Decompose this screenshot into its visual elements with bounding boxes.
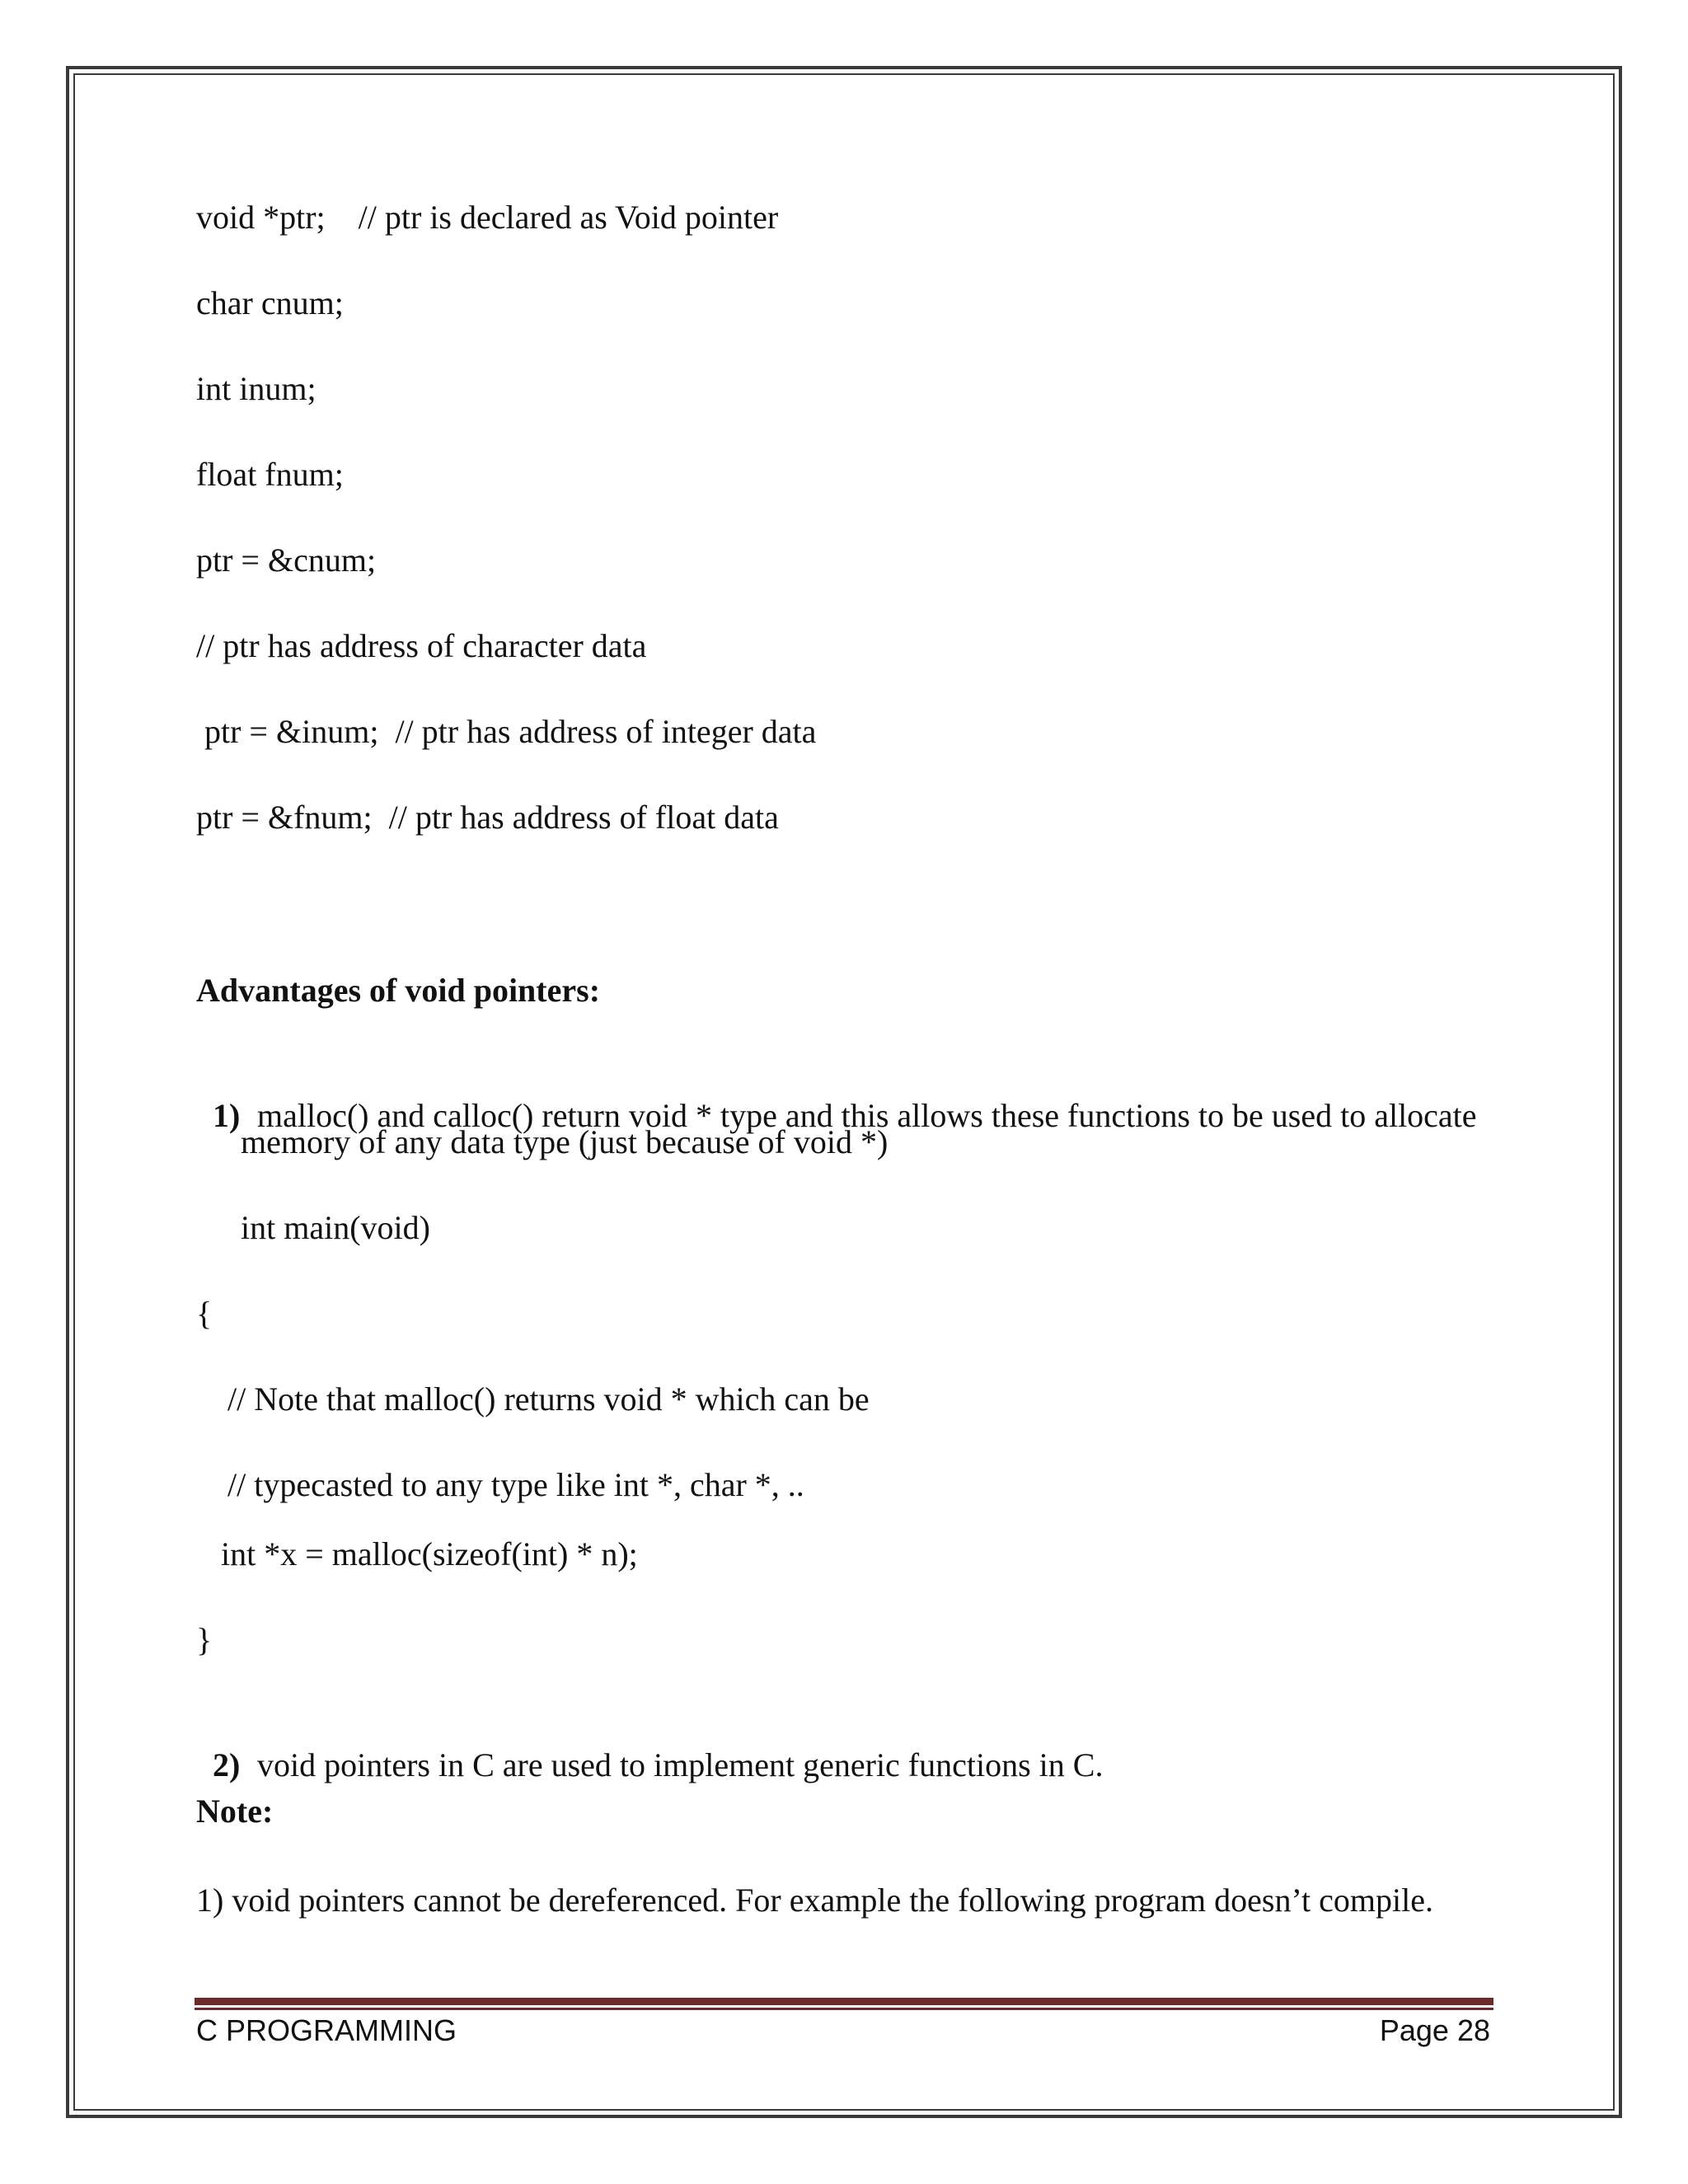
section-heading: Advantages of void pointers: [196,972,601,1009]
code-comment-character: // ptr has address of character data [196,627,647,664]
footer-rule-thick [195,1998,1493,2005]
code-line-void-ptr: void *ptr; // ptr is declared as Void pointer [196,199,779,236]
code-line-ptr-cnum: ptr = &cnum; [196,541,377,579]
footer-rule-thin [195,2008,1493,2010]
footer-page-number: Page 28 [1379,2013,1490,2047]
list-item-1-number: 1) [213,1097,241,1134]
code-close-brace: } [196,1621,213,1658]
note-item-1: 1) void pointers cannot be dereferenced. For example the following program doesn’t compile. [196,1882,1434,1919]
code-line-ptr-fnum: ptr = &fnum; // ptr has address of float data [196,799,779,836]
note-heading: Note: [196,1793,274,1830]
code-statement-malloc: int *x = malloc(sizeof(int) * n); [221,1535,638,1572]
code-comment-typecast: // typecasted to any type like int *, char *, .. [227,1466,804,1503]
code-line-float: float fnum; [196,456,344,493]
list-item-2-text: void pointers in C are used to implement generic functions in C. [257,1746,1104,1783]
code-line-char: char cnum; [196,284,344,321]
code-line-int: int inum; [196,370,316,407]
list-item-1-continuation: memory of any data type (just because of void *) [241,1123,889,1160]
list-item-1-text: malloc() and calloc() return void * type and this allows these functions to be used to allocate [257,1097,1477,1134]
code-open-brace: { [196,1295,213,1332]
list-item-2-number: 2) [213,1746,241,1783]
list-item-2 [196,1706,1103,1785]
code-comment-malloc: // Note that malloc() returns void * which can be [227,1380,870,1418]
code-line-ptr-inum: ptr = &inum; // ptr has address of integer data [196,713,817,750]
code-main-signature: int main(void) [241,1209,430,1246]
footer-title: C PROGRAMMING [196,2013,457,2047]
